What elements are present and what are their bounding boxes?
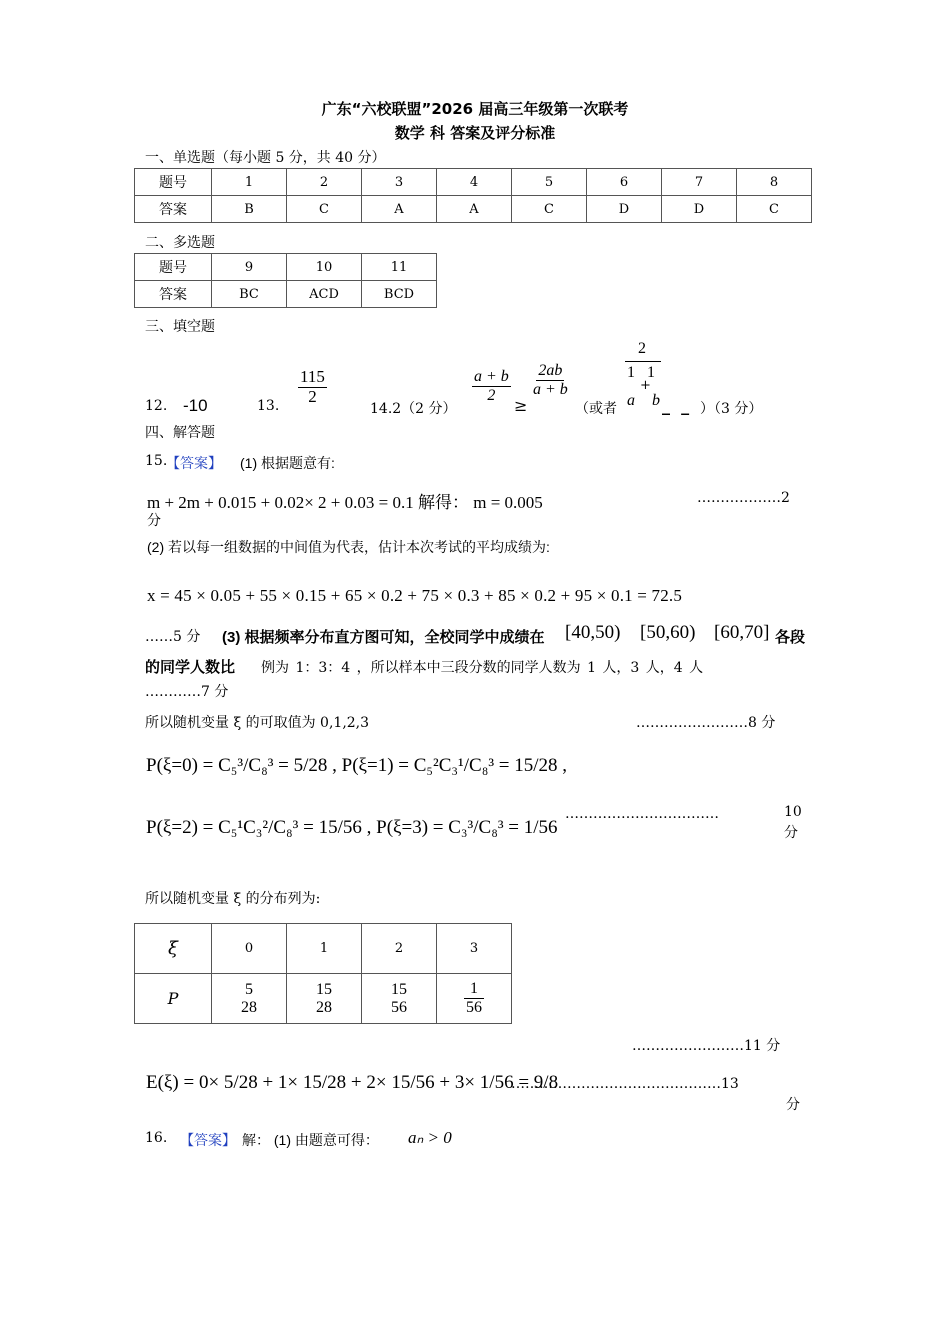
q13-denominator: 2	[308, 386, 317, 406]
q14-fraction-1	[472, 368, 511, 404]
table-cell: 1	[212, 169, 287, 196]
q14-alt-plus: +	[640, 378, 651, 393]
q14-fraction-2	[531, 362, 570, 398]
table-cell: A	[362, 196, 437, 223]
q15-part4-score: ……………………8 分	[636, 715, 776, 731]
dist-den: 56	[391, 998, 407, 1016]
q14-f1-num: a + b	[474, 368, 509, 385]
table-cell: 4	[437, 169, 512, 196]
table-cell: 2	[362, 924, 437, 974]
dist-den: 28	[316, 998, 332, 1016]
q13-fraction	[298, 368, 327, 406]
q15-part3b: 各段	[775, 629, 806, 646]
table-cell: 3	[437, 924, 512, 974]
q14-f2-num: 2ab	[538, 362, 563, 379]
table-cell: 3	[362, 169, 437, 196]
dist-num: 15	[391, 980, 407, 998]
table-cell	[362, 974, 437, 1024]
table-cell: 8	[737, 169, 812, 196]
q14-score: ）（3 分）	[700, 401, 763, 417]
table-cell: B	[212, 196, 287, 223]
q14-alt-b: b	[652, 392, 660, 409]
table-cell: 11	[362, 254, 437, 281]
q15-eq1-unit: 分	[147, 513, 161, 529]
q16-math: aₙ > 0	[408, 1128, 452, 1147]
q15-prob-score: ……………………………	[565, 806, 719, 822]
answer-tag: 【答案】	[166, 456, 222, 472]
q13-label: 13.	[257, 398, 280, 414]
dist-num: 5	[245, 980, 253, 998]
q12-answer: -10	[183, 396, 208, 415]
probability-row-2: P(ξ=2) = C₅¹C₃²/C₈³ = 15/56 , P(ξ=3) = C₃³/C₈³ = 1/56	[146, 817, 558, 838]
q14-label: 14.2（2 分）	[370, 401, 457, 417]
q12-label: 12.	[145, 398, 168, 414]
dist-num: 1	[464, 980, 484, 999]
section4-title: 四、解答题	[145, 425, 215, 441]
section3-title: 三、填空题	[145, 319, 215, 335]
expectation-equation: E(ξ) = 0× 5/28 + 1× 15/28 + 2× 15/56 + 3× 1/56 = 9/8	[146, 1072, 559, 1093]
table-cell: ACD	[287, 281, 362, 308]
interval-3: [60,70]	[714, 622, 770, 643]
table-cell: 9	[212, 254, 287, 281]
table-cell: C	[512, 196, 587, 223]
table-label-cell: P	[135, 974, 212, 1024]
q15-part3c: 的同学人数比	[145, 659, 236, 676]
q15-equation-2: x = 45 × 0.05 + 55 × 0.15 + 65 × 0.2 + 75 × 0.3 + 85 × 0.2 + 95 × 0.1 = 72.5	[147, 586, 683, 605]
q15-part4: 所以随机变量 ξ 的可取值为 0,1,2,3	[145, 715, 370, 731]
q15-dist-score: ……………………11 分	[632, 1038, 781, 1054]
table-cell: BCD	[362, 281, 437, 308]
q16-text: 解： (1) 由题意可得：	[242, 1132, 379, 1148]
dist-den: 56	[466, 999, 482, 1016]
q15-part1: (1) 根据题意有:	[240, 455, 335, 471]
q14-alt-bar	[625, 361, 661, 362]
q15-part2: (2) 若以每一组数据的中间值为代表，估计本次考试的平均成绩为:	[147, 539, 550, 555]
table-label-cell: ξ	[135, 924, 212, 974]
single-choice-table	[134, 168, 812, 223]
q16-label: 16.	[145, 1130, 168, 1146]
q14-alt-mid: 1 1	[627, 364, 655, 381]
table-cell: 10	[287, 254, 362, 281]
q13-numerator: 115	[300, 367, 325, 386]
probability-row-1: P(ξ=0) = C₅³/C₈³ = 5/28 , P(ξ=1) = C₅²C₃¹/C₈³ = 15/28 ,	[146, 755, 568, 776]
table-cell: 6	[587, 169, 662, 196]
table-cell	[212, 974, 287, 1024]
q15-eq2-score: ……5 分	[145, 629, 201, 645]
table-label-cell: 题号	[135, 254, 212, 281]
q14-f1-den: 2	[487, 386, 496, 404]
multi-choice-table	[134, 253, 437, 308]
q15-part5: 所以随机变量 ξ 的分布列为:	[145, 891, 321, 907]
q15-eq1-score: ………………2	[697, 490, 790, 506]
table-cell: 1	[287, 924, 362, 974]
q15-exp-unit: 分	[786, 1097, 800, 1113]
table-cell: 5	[512, 169, 587, 196]
interval-1: [40,50)	[565, 622, 621, 643]
section2-title: 二、多选题	[145, 235, 215, 251]
q15-part3d: 例为 1：3：4 ，所以样本中三段分数的同学人数为 1 人，3 人，4 人	[261, 660, 704, 676]
q15-prob-score-num: 10	[784, 804, 802, 820]
table-cell: 7	[662, 169, 737, 196]
table-cell: D	[587, 196, 662, 223]
table-cell: C	[287, 196, 362, 223]
distribution-table	[134, 923, 512, 1024]
q14-ge: ≥	[514, 396, 528, 415]
table-cell: 0	[212, 924, 287, 974]
q14-or: （或者	[575, 401, 617, 417]
q14-f2-den: a + b	[533, 380, 568, 398]
q15-part3a: (3) 根据频率分布直方图可知，全校同学中成绩在	[222, 629, 545, 646]
q15-prob-score-unit: 分	[784, 825, 798, 841]
table-cell: BC	[212, 281, 287, 308]
section1-title: 一、单选题（每小题 5 分，共 40 分）	[145, 150, 386, 166]
dist-num: 15	[316, 980, 332, 998]
table-cell: 2	[287, 169, 362, 196]
table-cell	[287, 974, 362, 1024]
q14-blank: _ _	[662, 396, 690, 415]
q15-equation-1: m + 2m + 0.015 + 0.02× 2 + 0.03 = 0.1 解得： m = 0.005	[147, 493, 543, 512]
table-label-cell: 答案	[135, 196, 212, 223]
title-line-2: 数学 科 答案及评分标准	[394, 124, 556, 142]
table-cell	[437, 974, 512, 1024]
q15-exp-score: ………………………………………13	[511, 1076, 739, 1092]
table-cell: C	[737, 196, 812, 223]
q15-part3-score: …………7 分	[145, 684, 229, 700]
q15-label: 15.	[145, 453, 168, 469]
table-cell: D	[662, 196, 737, 223]
title-line-1: 广东“六校联盟”2026 届高三年级第一次联考	[321, 100, 629, 118]
interval-2: [50,60)	[640, 622, 696, 643]
q14-alt-a: a	[627, 392, 635, 409]
table-label-cell: 答案	[135, 281, 212, 308]
table-label-cell: 题号	[135, 169, 212, 196]
table-cell: A	[437, 196, 512, 223]
answer-tag: 【答案】	[180, 1133, 236, 1149]
dist-den: 28	[241, 998, 257, 1016]
q14-alt-top: 2	[638, 340, 646, 357]
